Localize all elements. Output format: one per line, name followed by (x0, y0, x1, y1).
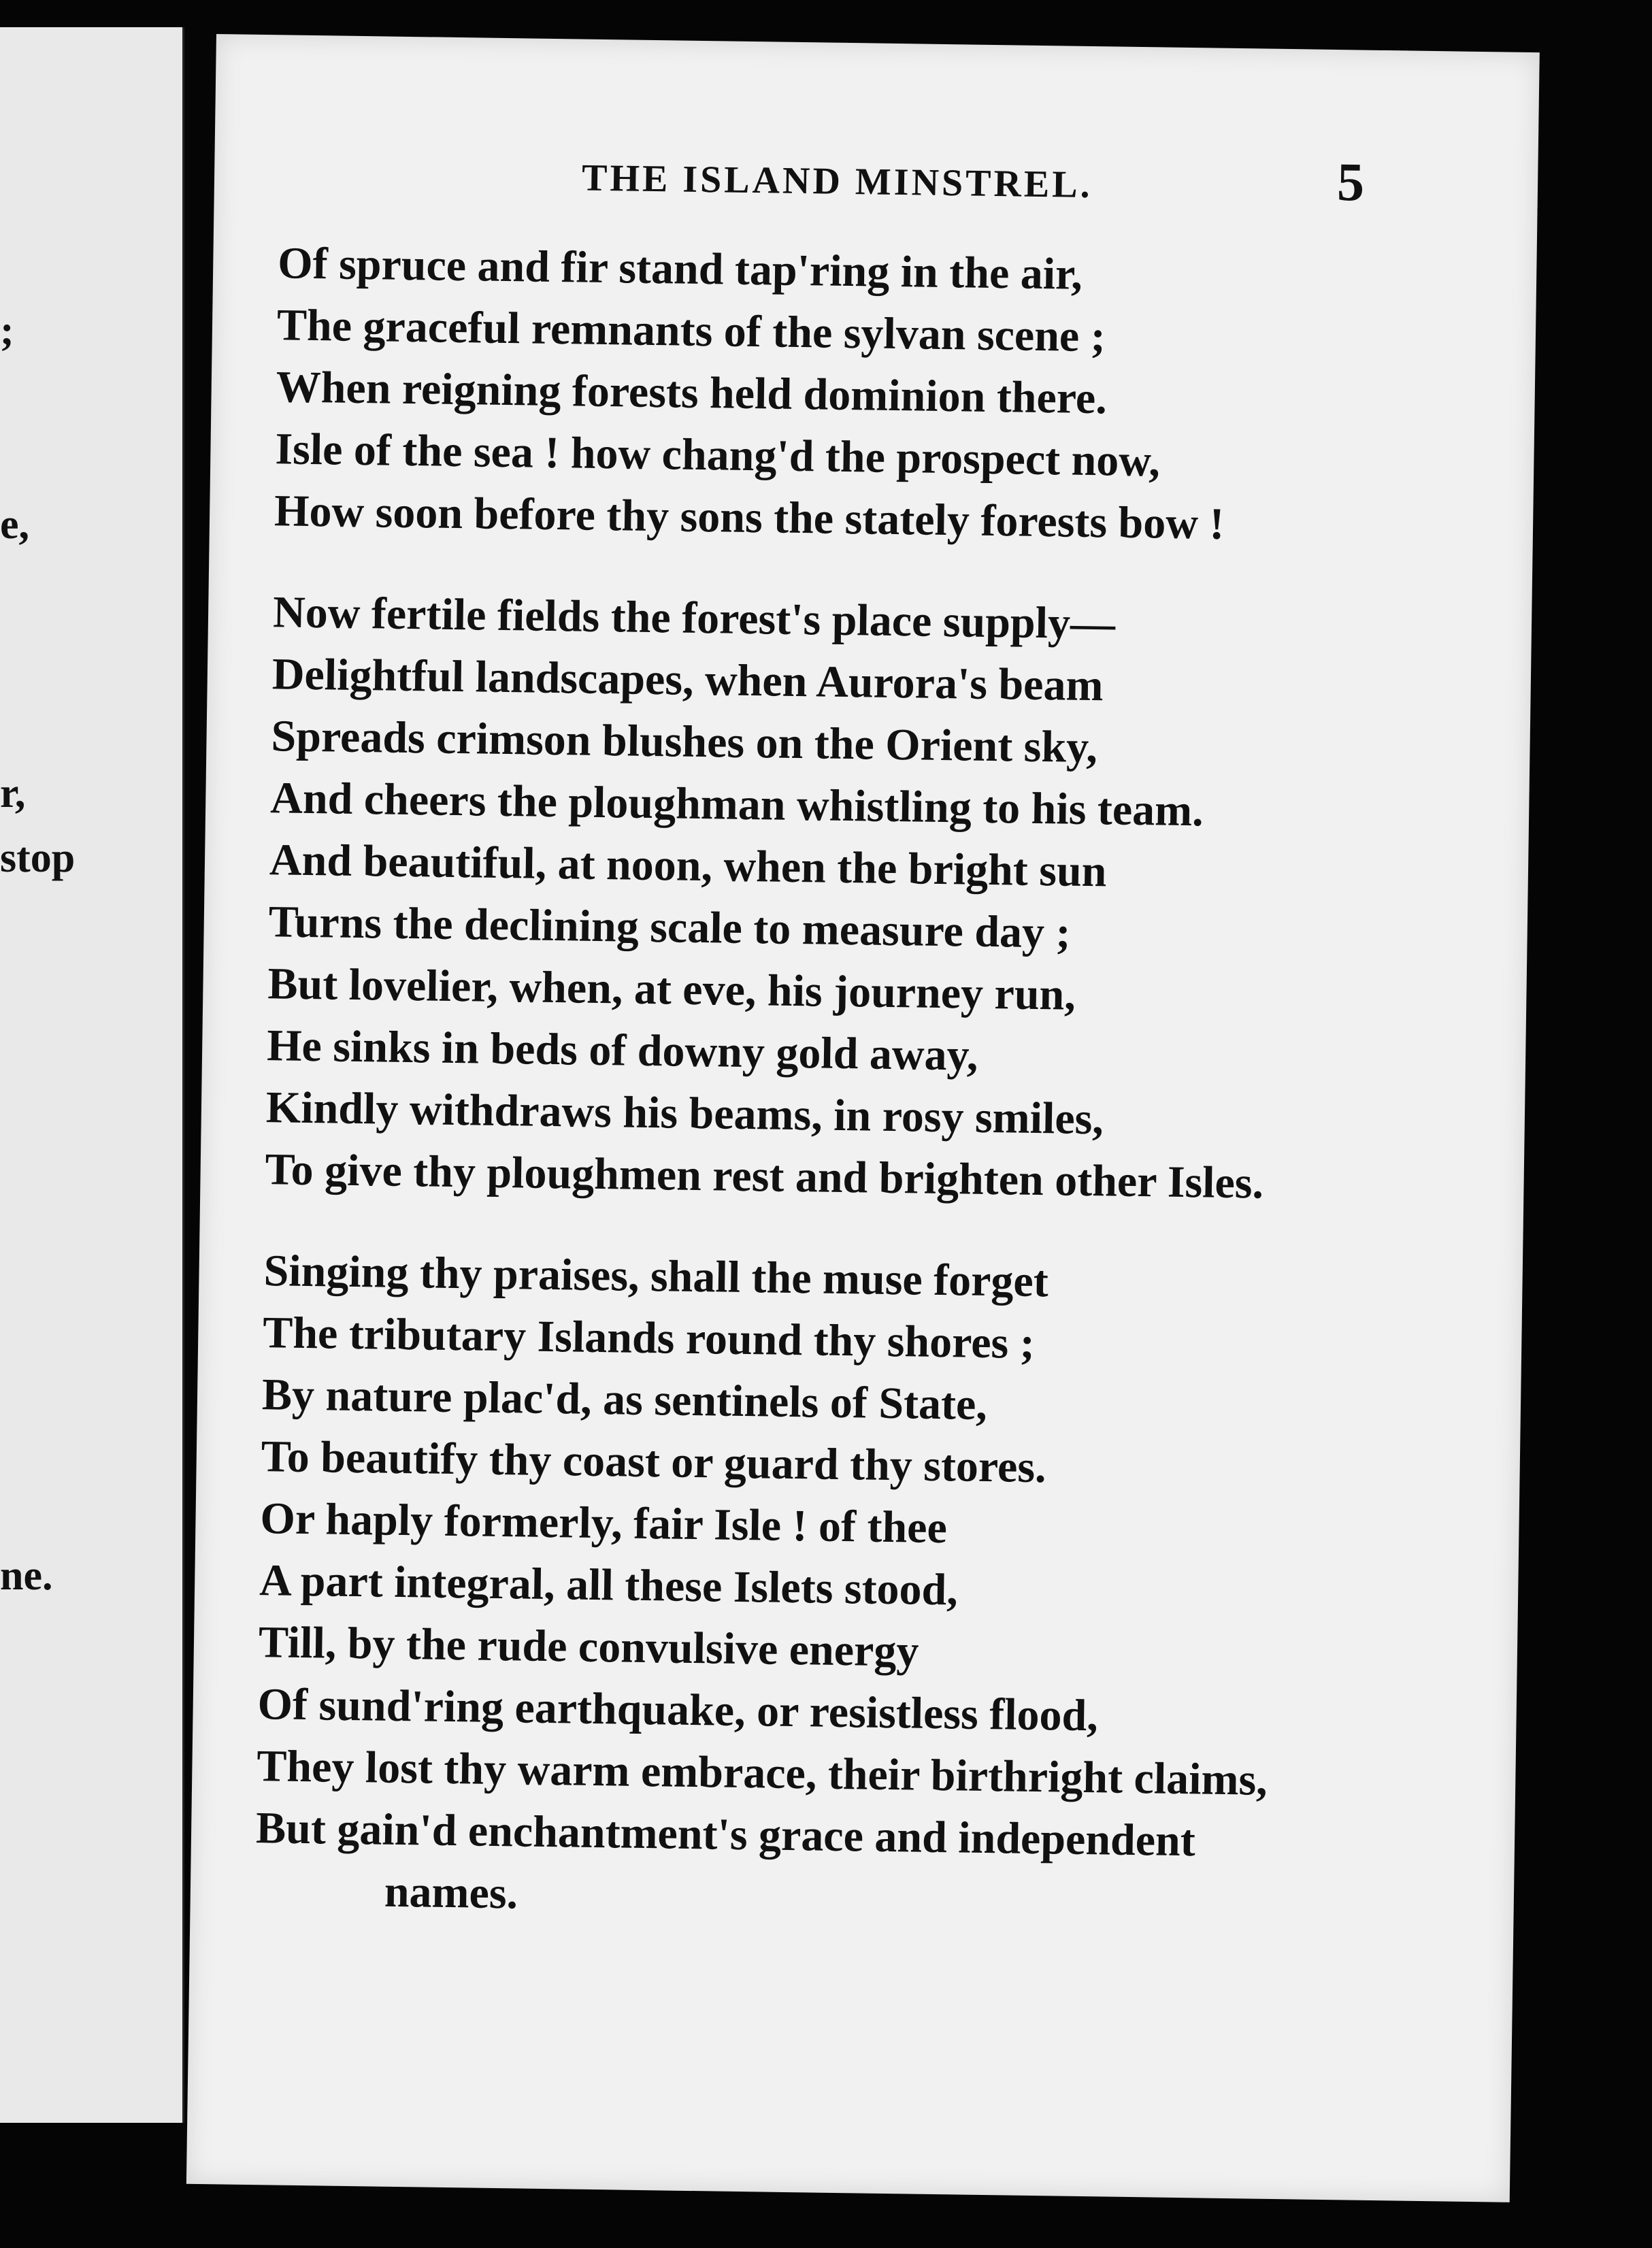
left-page-fragment (0, 27, 184, 2123)
poem-text (254, 232, 1448, 1977)
verse-line: Spreads crimson blushes on the Orient sky, (271, 711, 1098, 773)
verse-line: He sinks in beds of downy gold away, (266, 1021, 978, 1080)
page-number: 5 (1336, 152, 1365, 213)
verse-line: Till, by the rude convulsive energy (258, 1617, 919, 1676)
verse-line: They lost thy warm embrace, their birthright claims, (256, 1741, 1268, 1805)
left-page-text: r, (0, 770, 26, 816)
running-head: THE ISLAND MINSTREL. (581, 156, 1093, 206)
stanza (254, 1240, 1434, 1937)
verse-line: Delightful landscapes, when Aurora's beam (271, 649, 1104, 711)
verse-line: Of sund'ring earthquake, or resistless flood, (257, 1679, 1099, 1741)
verse-line: Turns the declining scale to measure day ; (268, 897, 1072, 958)
book-page (186, 34, 1540, 2202)
verse-line: A part integral, all these Islets stood, (259, 1555, 959, 1615)
verse-line: And cheers the ploughman whistling to his team. (269, 773, 1204, 836)
verse-line: The tributary Islands round thy shores ; (262, 1308, 1036, 1368)
left-page-text: e, (0, 501, 30, 548)
verse-line: Isle of the sea ! how chang'd the prospect now, (274, 424, 1161, 486)
left-page-text: stop (0, 835, 76, 881)
verse-line: How soon before thy sons the stately forests bow ! (274, 486, 1225, 549)
verse-line: Of spruce and fir stand tap'ring in the air, (277, 238, 1083, 299)
verse-line: By nature plac'd, as sentinels of State, (261, 1370, 988, 1430)
verse-line: But lovelier, when, at eve, his journey run, (267, 959, 1076, 1020)
left-page-text: ne. (0, 1553, 53, 1599)
verse-line: But gain'd enchantment's grace and independent (255, 1803, 1196, 1866)
left-page-text: ; (0, 308, 14, 354)
verse-line: Now fertile fields the forest's place supply— (272, 587, 1116, 649)
verse-line: Or haply formerly, fair Isle ! of thee (260, 1493, 948, 1553)
verse-line: Singing thy praises, shall the muse forget (263, 1246, 1049, 1307)
verse-line: The graceful remnants of the sylvan scene ; (276, 300, 1106, 362)
verse-line: To beautify thy coast or guard thy stores. (261, 1432, 1047, 1493)
verse-line: To give thy ploughmen rest and brighten other Isles. (265, 1144, 1264, 1208)
stanza (265, 581, 1444, 1217)
verse-line: And beautiful, at noon, when the bright sun (269, 835, 1107, 897)
verse-line: When reigning forests held dominion there. (276, 362, 1108, 424)
verse-line-turnover: names. (384, 1866, 518, 1919)
verse-line: Kindly withdraws his beams, in rosy smiles, (265, 1082, 1104, 1144)
stanza (274, 232, 1449, 558)
